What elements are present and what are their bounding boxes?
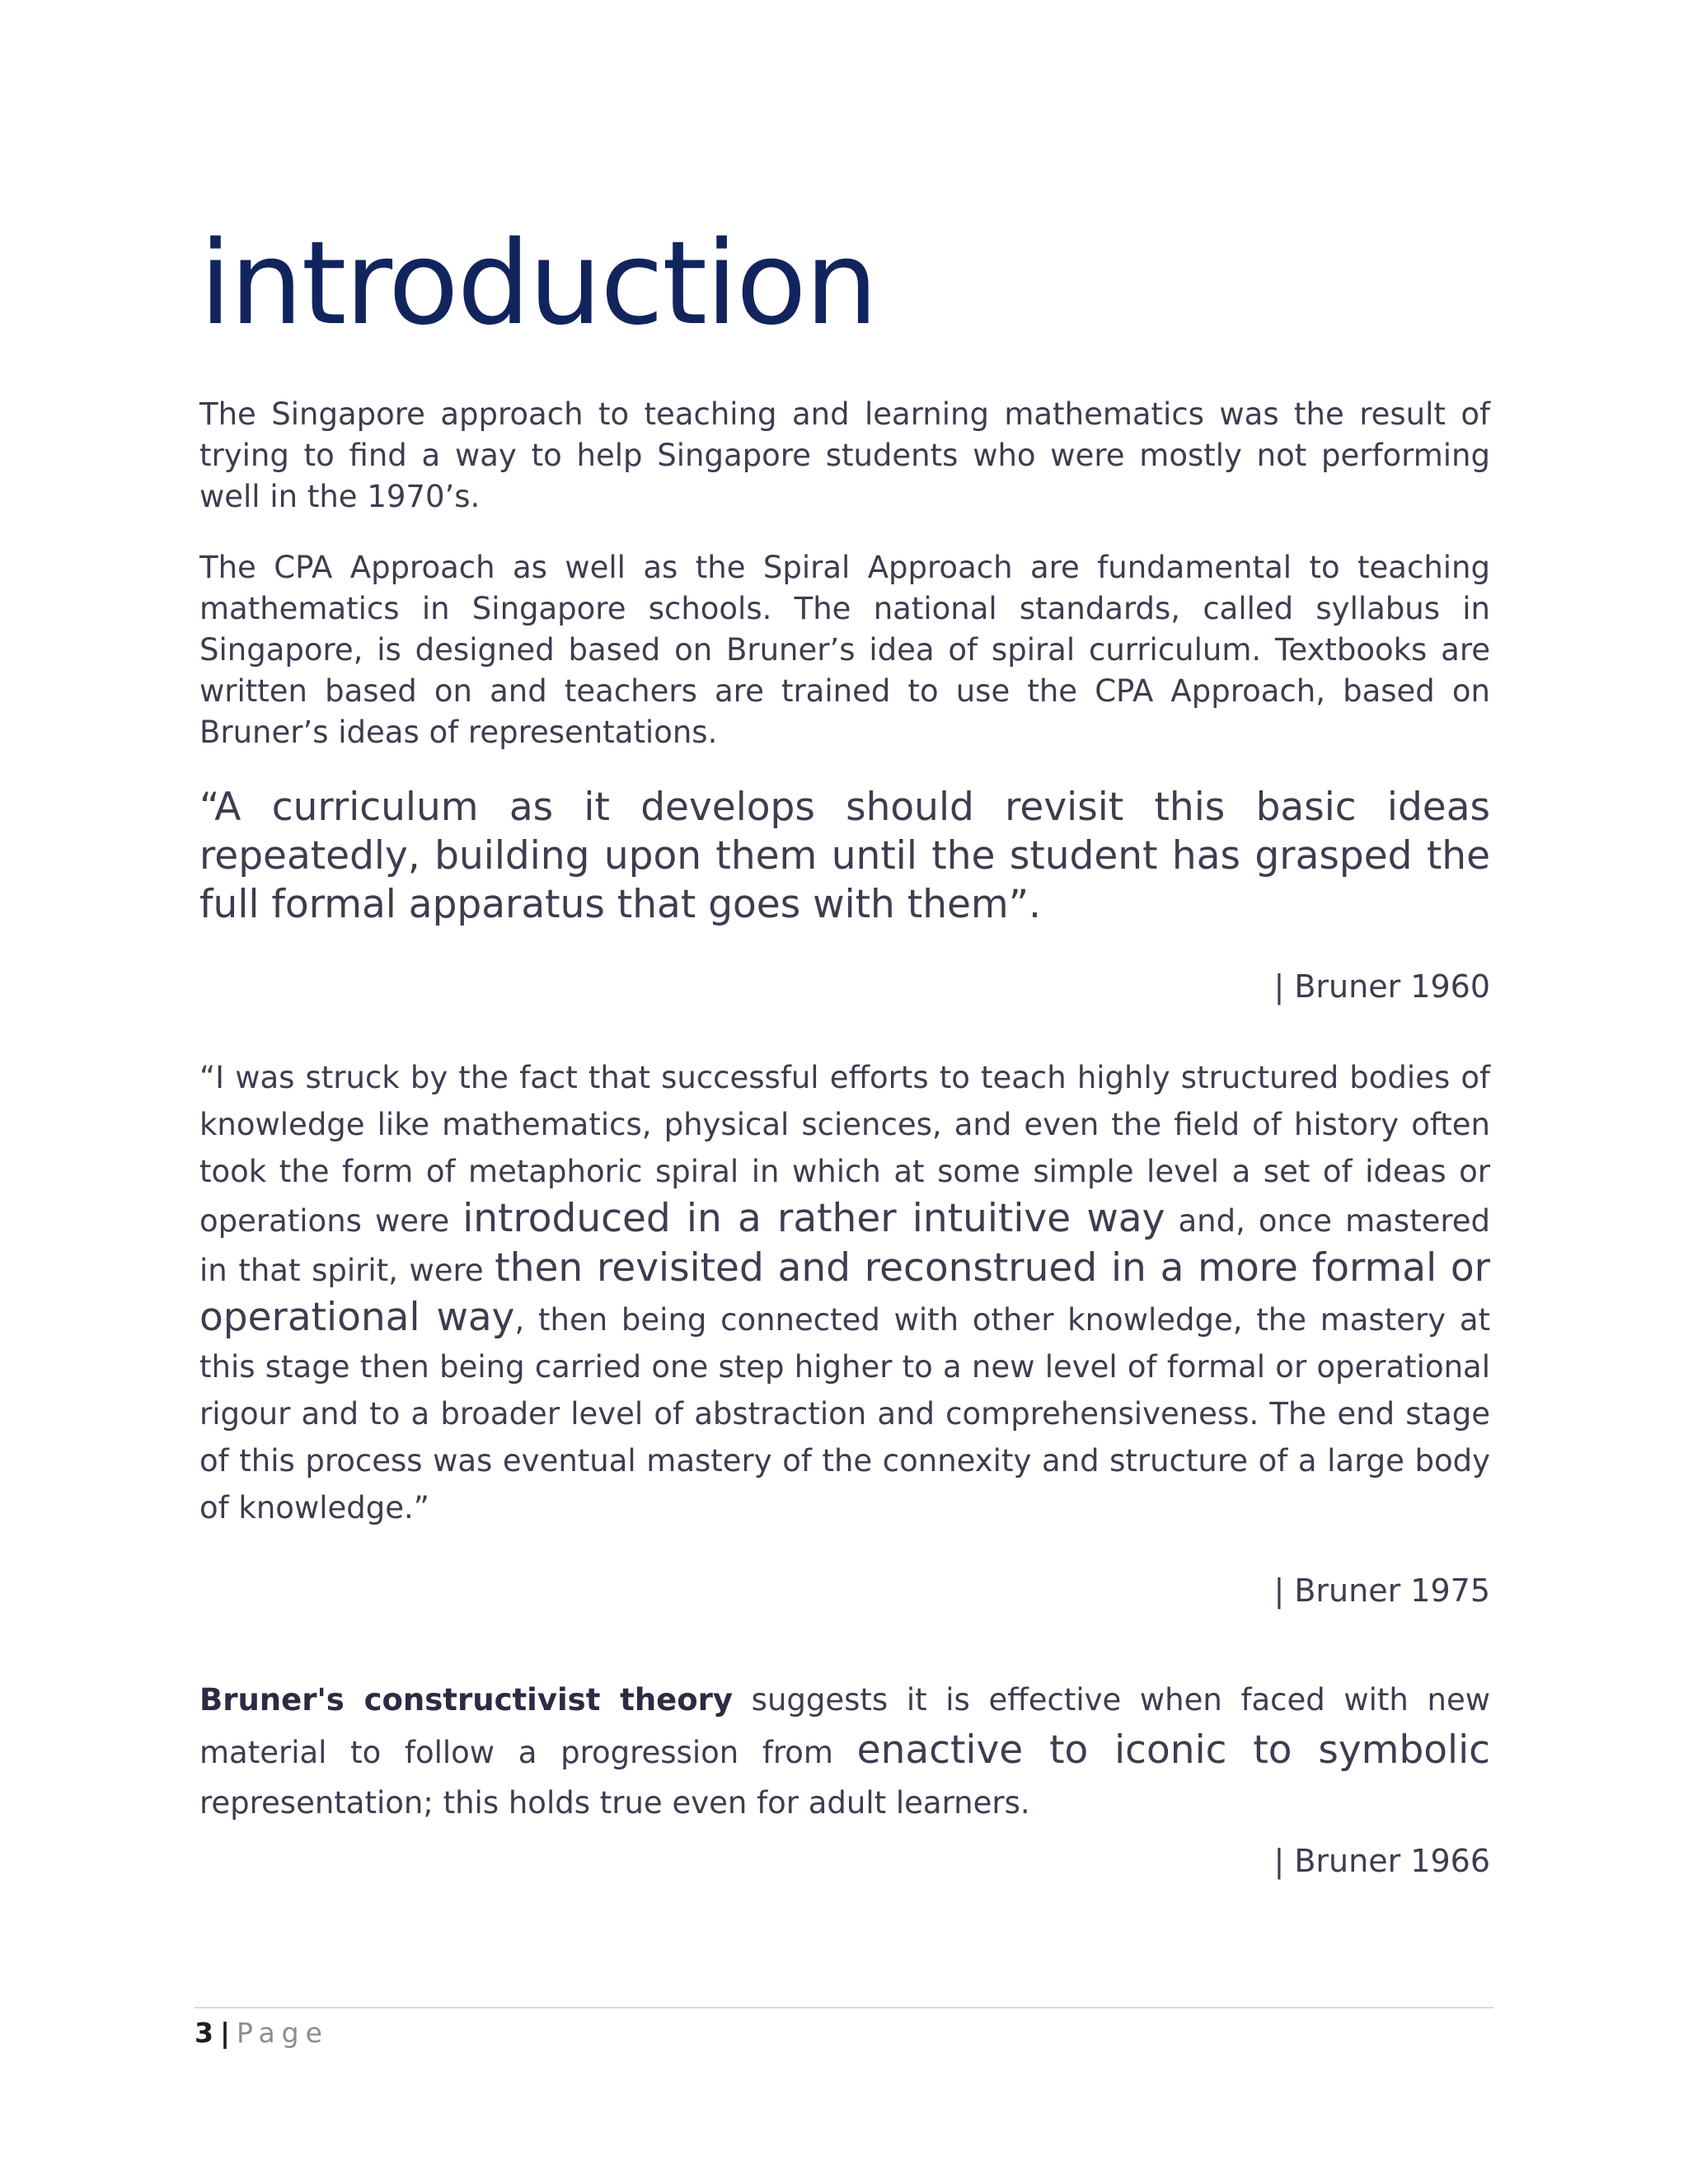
attribution-1966: | Bruner 1966 [1273,1843,1490,1879]
page-number: 3 [195,2017,213,2049]
constructivist-theory-paragraph [199,1675,1490,1828]
quote-text: “I was struck by the fact that successful efforts to teach highly structured bodies of knowledge like mathematics, physical sciences, and even the field of history often took the form of metaphoric spiral in which at some simple level a set of ideas or operations were [199,1060,1490,1239]
quote-text: , then being connected with other knowledge, the mastery at this stage then being carried one step higher to a new level of formal or operational rigour and to a broader level of abstraction and comprehensiveness. The end stage of this process was eventual mastery of the connexity and structure of a large body of knowledge.” [199,1302,1490,1526]
page-footer [195,2007,1493,2049]
theory-text: suggests it is effective when faced with new material to follow a progression from [199,1682,1490,1770]
bruner-quote-1975 [199,1054,1490,1531]
attribution-1960: | Bruner 1960 [1273,968,1490,1005]
page-content [199,214,1490,1879]
attribution-1975: | Bruner 1975 [1273,1572,1490,1609]
footer-separator: | [219,2017,231,2049]
quote-text: and, once mastered in that spirit, were [199,1203,1491,1288]
theory-emphasis: enactive to iconic to symbolic [856,1727,1490,1773]
quote-emphasis: introduced in a rather intuitive way [462,1196,1165,1241]
quote-emphasis: then revisited and reconstrued in a more formal or operational way [199,1245,1491,1340]
theory-text: representation; this holds true even for adult learners. [199,1785,1030,1821]
page-label: Page [237,2017,329,2049]
intro-paragraph-2: The CPA Approach as well as the Spiral Approach are fundamental to teaching mathematics in Singapore schools. The national standards, called syllabus in Singapore, is designed based on Bruner’s idea of spiral curriculum. Textbooks are written based on and teachers are trained to use the CPA Approach, based on Bruner’s ideas of representations. [199,550,1490,750]
page-title: introduction [199,217,877,351]
bruner-quote-1960: “A curriculum as it develops should revisit this basic ideas repeatedly, building upon them until the student has grasped the full formal apparatus that goes with them”. [199,785,1490,927]
theory-bold-term: Bruner's constructivist theory [199,1682,734,1718]
intro-paragraph-1: The Singapore approach to teaching and learning mathematics was the result of trying to find a way to help Singapore students who were mostly not performing well in the 1970’s. [199,396,1490,514]
